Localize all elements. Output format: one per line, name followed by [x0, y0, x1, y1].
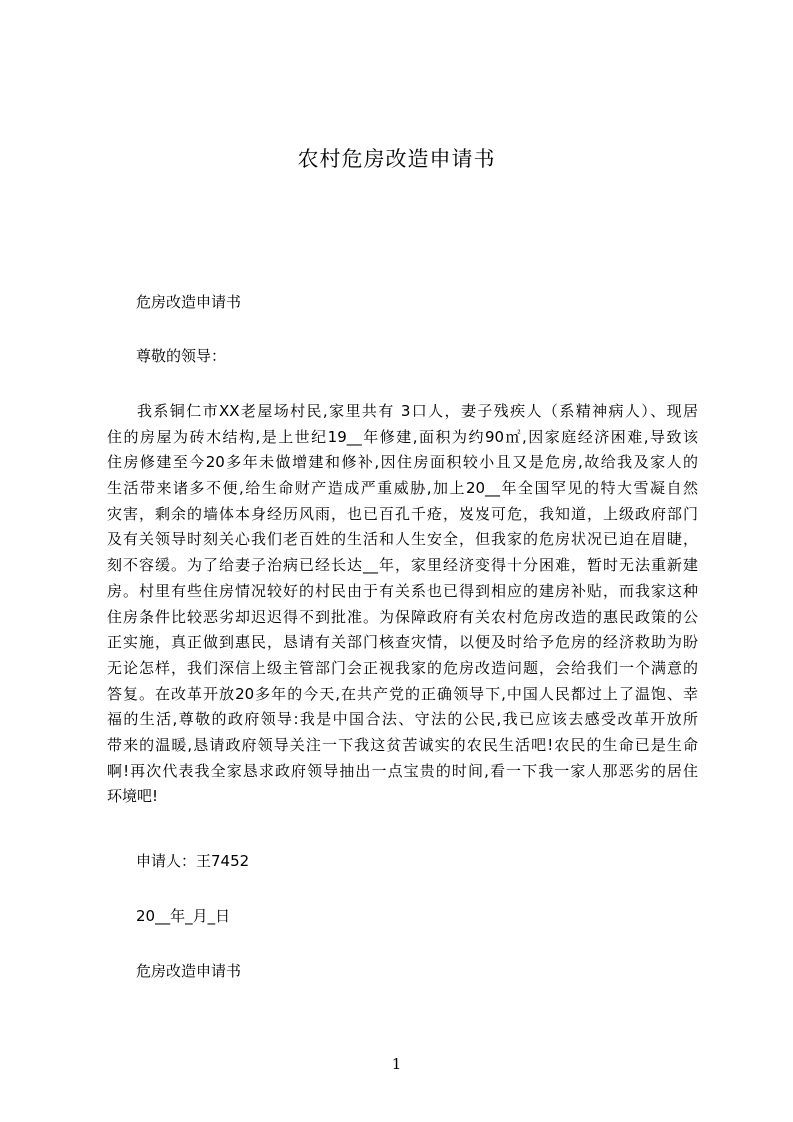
body-line: 住的房屋为砖木结构,是上世纪19__年修建,面积为约90㎡,因家庭经济困难,导致该: [107, 427, 698, 446]
applicant-signature: 申请人：王7452: [136, 852, 250, 870]
body-line: 住房修建至今20多年未做增建和修补,因住房面积较小且又是危房,故给我及家人的: [107, 453, 698, 472]
document-title: 农村危房改造申请书: [297, 147, 496, 171]
body-line: 房。村里有些住房情况较好的村民由于有关系也已得到相应的建房补贴，而我家这种: [107, 581, 698, 600]
body-line: 生活带来诸多不便,给生命财产造成严重威胁,加上20__年全国罕见的特大雪凝自然: [107, 479, 698, 498]
body-line: 住房条件比较恶劣却迟迟得不到批准。为保障政府有关农村危房改造的惠民政策的公: [107, 607, 698, 626]
body-line: 刻不容缓。为了给妻子治病已经长达__年，家里经济变得十分困难，暂时无法重新建: [107, 556, 698, 575]
body-line: 带来的温暖,恳请政府领导关注一下我这贫苦诚实的农民生活吧!农民的生命已是生命: [107, 735, 698, 754]
salutation: 尊敬的领导：: [136, 347, 227, 365]
body-paragraph: [107, 399, 698, 810]
body-line: 环境吧!: [107, 787, 159, 806]
body-line: 正实施，真正做到惠民，恳请有关部门核查灾情，以便及时给予危房的经济救助为盼: [107, 633, 698, 652]
page-number: 1: [391, 1055, 402, 1073]
body-line: 无论怎样，我们深信上级主管部门会正视我家的危房改造问题，会给我们一个满意的: [107, 658, 698, 677]
body-line: 灾害，剩余的墙体本身经历风雨，也已百孔千疮，岌岌可危，我知道，上级政府部门: [107, 504, 698, 523]
application-date: 20__年_月_日: [136, 907, 231, 925]
body-line: 我系铜仁市XX老屋场村民,家里共有 3口人，妻子残疾人（系精神病人）、现居: [137, 402, 698, 420]
body-line: 福的生活,尊敬的政府领导:我是中国合法、守法的公民,我已应该去感受改革开放所: [107, 710, 698, 729]
body-line: 及有关领导时刻关心我们老百姓的生活和人生安全，但我家的危房状况已迫在眉睫，: [107, 530, 698, 549]
body-line: 答复。在改革开放20多年的今天,在共产党的正确领导下,中国人民都过上了温饱、幸: [107, 684, 698, 703]
footer-heading: 危房改造申请书: [136, 962, 242, 980]
body-line: 啊!再次代表我全家恳求政府领导抽出一点宝贵的时间,看一下我一家人那恶劣的居住: [107, 761, 698, 780]
document-subtitle: 危房改造申请书: [136, 293, 242, 311]
